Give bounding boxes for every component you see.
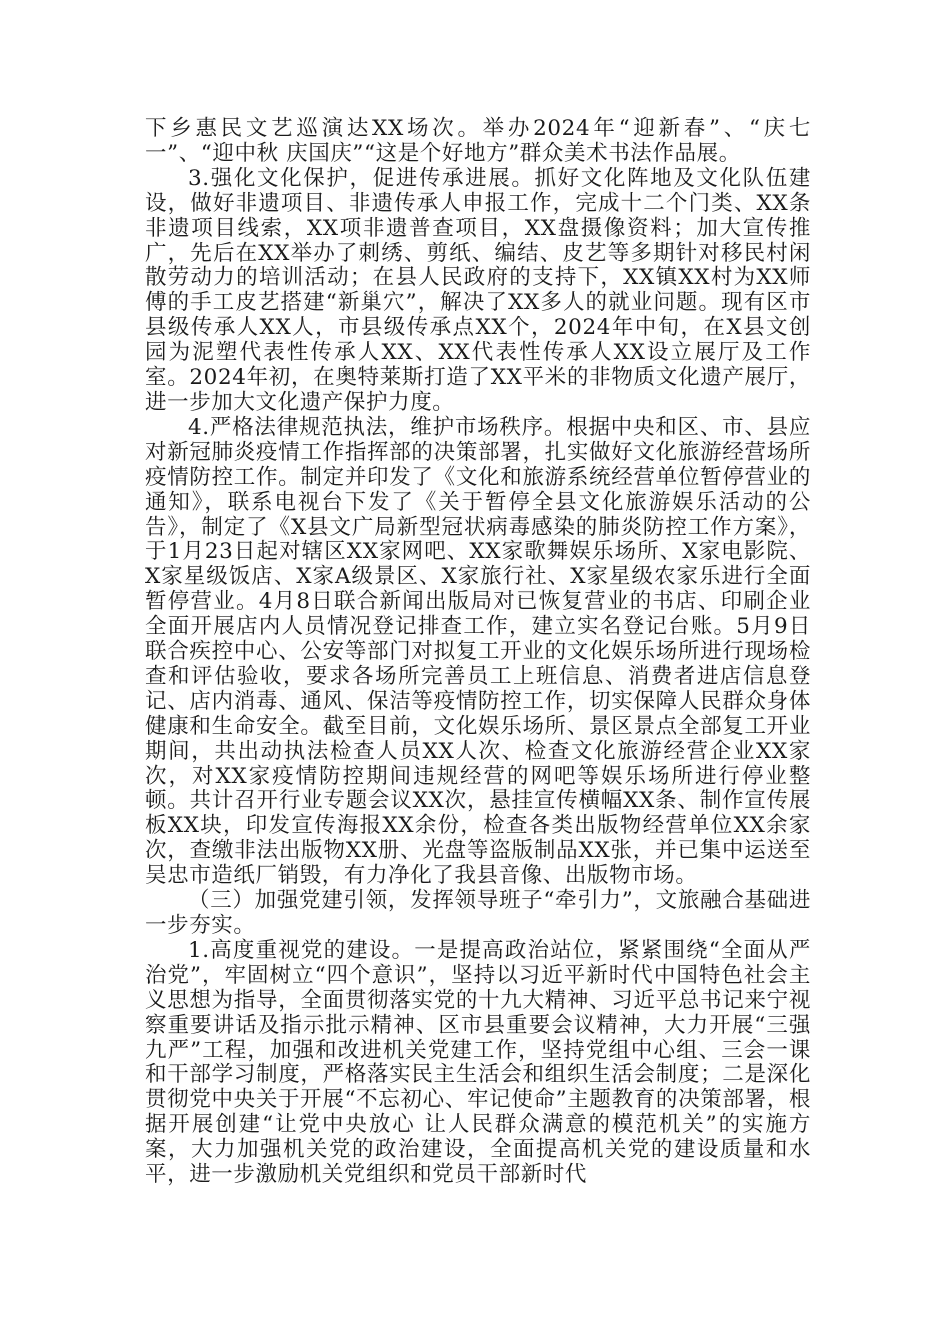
paragraph-2: 3.强化文化保护，促进传承进展。抓好文化阵地及文化队伍建设，做好非遗项目、非遗传承人申报工作，完成十二个门类、XX条非遗项目线索，XX项非遗普查项目，XX盘摄像资料；加大宣传推广，先后在XX举办了刺绣、剪纸、编结、皮艺等多期针对移民村闲散劳动力的培训活动；在县人民政府的支持下，XX镇XX村为XX师傅的手工皮艺搭建“新巢穴”，解决了XX多人的就业问题。现有区市县级传承人XX人，市县级传承点XX个，2024年中旬，在X县文创园为泥塑代表性传承人XX、XX代表性传承人XX设立展厅及工作室。2024年初，在奥特莱斯打造了XX平米的非物质文化遗产展厅，进一步加大文化遗产保护力度。 <box>145 165 811 415</box>
paragraph-3: 4.严格法律规范执法，维护市场秩序。根据中央和区、市、县应对新冠肺炎疫情工作指挥部的决策部署，扎实做好文化旅游经营场所疫情防控工作。制定并印发了《文化和旅游系统经营单位暂停营业的通知》，联系电视台下发了《关于暂停全县文化旅游娱乐活动的公告》，制定了《X县文广局新型冠状病毒感染的肺炎防控工作方案》，于1月23日起对辖区XX家网吧、XX家歌舞娱乐场所、X家电影院、X家星级饭店、X家A级景区、X家旅行社、X家星级农家乐进行全面暂停营业。4月8日联合新闻出版局对已恢复营业的书店、印刷企业全面开展店内人员情况登记排查工作，建立实名登记台账。5月9日联合疾控中心、公安等部门对拟复工开业的文化娱乐场所进行现场检查和评估验收，要求各场所完善员工上班信息、消费者进店信息登记、店内消毒、通风、保洁等疫情防控工作，切实保障人民群众身体健康和生命安全。截至目前，文化娱乐场所、景区景点全部复工开业期间，共出动执法检查人员XX人次、检查文化旅游经营企业XX家次，对XX家疫情防控期间违规经营的网吧等娱乐场所进行停业整顿。共计召开行业专题会议XX次，悬挂宣传横幅XX条、制作宣传展板XX块，印发宣传海报XX余份，检查各类出版物经营单位XX余家次，查缴非法出版物XX册、光盘等盗版制品XX张，并已集中运送至吴忠市造纸厂销毁，有力净化了我县音像、出版物市场。 <box>145 414 811 889</box>
paragraph-1: 下乡惠民文艺巡演达XX场次。举办2024年“迎新春”、“庆七一”、“迎中秋 庆国庆”“这是个好地方”群众美术书法作品展。 <box>145 116 811 166</box>
section-heading: （三）加强党建引领，发挥领导班子“牵引力”，文旅融合基础进一步夯实。 <box>145 888 811 938</box>
document-page <box>145 117 811 1188</box>
paragraph-4: 1.高度重视党的建设。一是提高政治站位，紧紧围绕“全面从严治党”，牢固树立“四个意识”，坚持以习近平新时代中国特色社会主义思想为指导，全面贯彻落实党的十九大精神、习近平总书记来宁视察重要讲话及指示批示精神、区市县重要会议精神，大力开展“三强九严”工程，加强和改进机关党建工作，坚持党组中心组、三会一课和干部学习制度，严格落实民主生活会和组织生活会制度；二是深化贯彻党中央关于开展“不忘初心、牢记使命”主题教育的决策部署，根据开展创建“让党中央放心 让人民群众满意的模范机关”的实施方案，大力加强机关党的政治建设，全面提高机关党的建设质量和水平，进一步激励机关党组织和党员干部新时代 <box>145 937 811 1188</box>
